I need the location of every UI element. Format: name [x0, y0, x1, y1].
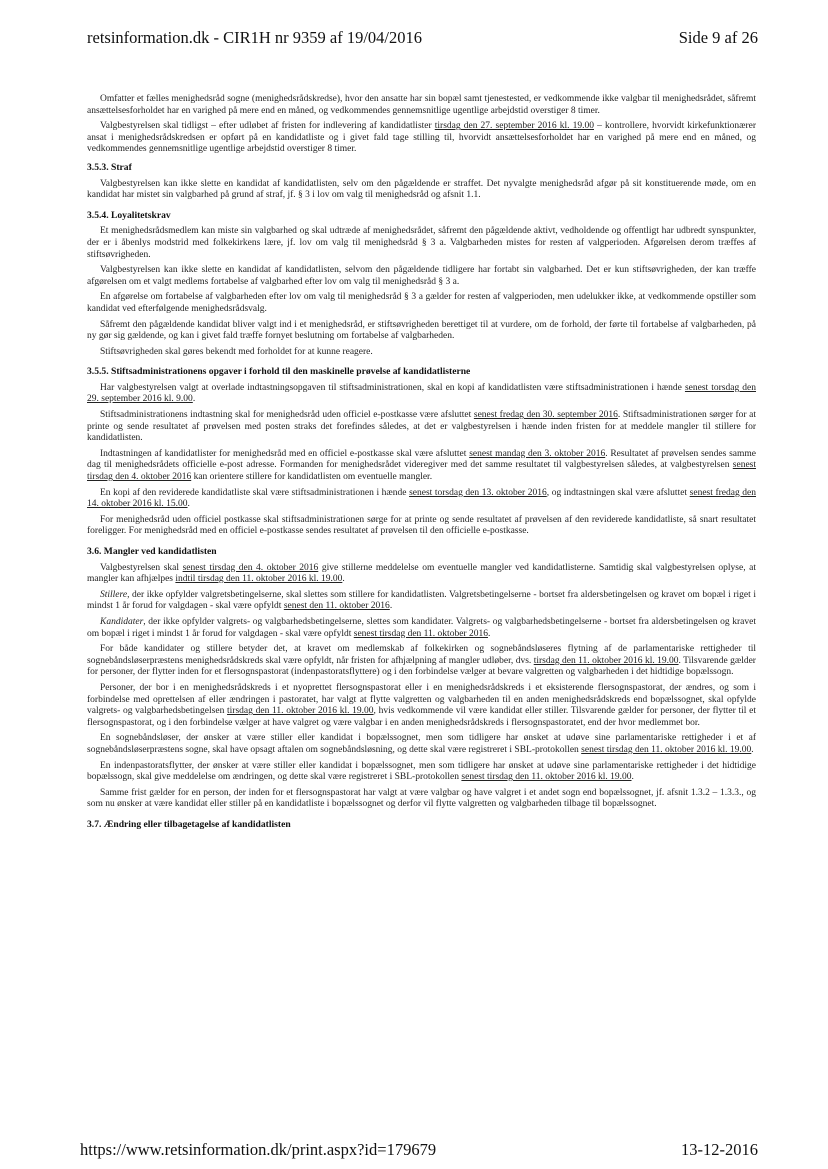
paragraph: Omfatter et fælles menighedsråd sogne (menighedsrådskredse), hvor den ansatte har sin bopæl samt tjenestested, er vedkommende ikke valgbar til menighedsrådet, såfremt ansættelsesforholdet har en varighed på mere end en måned, og vedkommendes gennemsnitlige ugentlige arbejdstid overstiger 8 timer. [87, 94, 756, 116]
section-heading-3-5-3: 3.5.3. Straf [87, 161, 132, 173]
paragraph: En kopi af den reviderede kandidatliste skal være stiftsadministrationen i hænde senest torsdag den 13. oktober 2016, og indtastningen skal være afsluttet senest fredag den 14. oktober 2016 kl. 15.00. [87, 487, 757, 510]
paragraph: Personer, der bor i en menighedsrådskreds i et nyoprettet flersognspastorat eller i en menighedsrådskreds i et eksisterende flersognspastorat, der ændres, og som i forbindelse med oprettelsen af eller ændringen i pastoratet, har valgt at flytte valgretten og valgbarheden til en anden menighedsrådskreds end bopælssognet, skal opfylde valgrets- og valgbarhedsbetingelsen tirsdag den 11. oktober 2016 kl. 19.00, hvis vedkommende vil være kandidat eller stiller. Tilsvarende gælder for personer, der flytter til et flersognspastorat, og i den forbindelse vælger at have valgret og være valgbar i en anden menighedsrådskreds i flersognspastoratet, end der hvor medlemmet bor. [87, 682, 756, 728]
paragraph: Stiftsøvrigheden skal gøres bekendt med forholdet for at kunne reagere. [100, 346, 373, 357]
document-body [87, 94, 756, 835]
paragraph: For både kandidater og stillere betyder det, at kravet om medlemskab af folkekirken og sognebåndsløseres flytning af de parlamentariske rettigheder til sognebåndsløserpræstens menighedsrådskreds skal være opfyldt, når fristen for afhjælpning af mangler udløber, dvs. tirsdag den 11. oktober 2016 kl. 19.00. Tilsvarende gælder for personer, der flytter inden for et flersognspastorat (indenpastoratsflyttere) og i den forbindelse vælger at bevare valgretten og valgbarheden i det hidtidige bopælssogn. [87, 644, 756, 678]
paragraph: Stiftsadministrationens indtastning skal for menighedsråd uden officiel e-postkasse være afsluttet senest fredag den 30. september 2016. Stiftsadministrationen sørger for at printe og sende resultatet af prøvelsen med posten straks det forefindes således, at det er valgbestyrelsen i hænde inden fristen for at meddele mangler til stillere for kandidatlisten. [87, 410, 756, 444]
page-number: Side 9 af 26 [678, 28, 758, 47]
paragraph: Samme frist gælder for en person, der inden for et flersognspastorat har valgt at være valgbar og have valgret i et andet sogn end bopælssognet, jf. afsnit 1.3.2 – 1.3.3., og som nu ønsker at være kandidat eller stiller på en kandidatliste i bopælssognet og derfor vil flytte valgretten og valgbarheden tilbage til bopælssognet. [87, 787, 756, 810]
paragraph: Valgbestyrelsen kan ikke slette en kandidat af kandidatlisten, selvom den pågældende tidligere har fortabt sin valgbarhed. Det er kun stiftsøvrigheden, der kan træffe afgørelsen om et valgt medlems fortabelse af valgbarhed efter lov om valg til menighedsråd § 3 a. [87, 265, 756, 287]
paragraph: Valgbestyrelsen kan ikke slette en kandidat af kandidatlisten, selv om den pågældende er straffet. Det nyvalgte menighedsråd afgør på sit konstituerende møde, om en kandidat har mistet sin valgbarhed på grund af straf, jf. § 3 i lov om valg til menighedsråd og afsnit 1.1. [87, 178, 756, 201]
header-title: retsinformation.dk - CIR1H nr 9359 af 19/04/2016 [87, 28, 422, 47]
paragraph: Stillere, der ikke opfylder valgretsbetingelserne, skal slettes som stillere for kandidatlisten. Valgretsbetingelserne - bortset fra aldersbetingelsen og kravet om bopæl i riget i mindst 1 år forud for valgdagen - skal være opfyldt senest den 11. oktober 2016. [87, 589, 756, 612]
paragraph: Kandidater, der ikke opfylder valgrets- og valgbarhedsbetingelserne, slettes som kandidater. Valgrets- og valgbarhedsbetingelserne - bortset fra aldersbetingelsen og kravet om bopæl i riget i mindst 1 år forud for valgdagen - skal være opfyldt senest tirsdag den 11. oktober 2016. [87, 616, 756, 639]
paragraph: For menighedsråd uden officiel postkasse skal stiftsadministrationen sørge for at printe og sende resultatet af prøvelsen af den reviderede kandidatliste, så snart resultatet foreligger. For menighedsråd med en officiel e-postkasse sendes resultatet af prøvelsen til den officielle e-postkasse. [87, 514, 756, 537]
paragraph: En afgørelse om fortabelse af valgbarheden efter lov om valg til menighedsråd § 3 a gælder for resten af valgperioden, men udelukker ikke, at vedkommende opstiller som kandidat ved efterfølgende menighedsrådsvalg. [87, 292, 756, 314]
paragraph: Valgbestyrelsen skal tidligst – efter udløbet af fristen for indlevering af kandidatlister tirsdag den 27. september 2016 kl. 19.00 – kontrollere, hvorvidt kirkefunktionærer ansat i menighedsrådskredsen er opført på en kandidatliste og i givet fald tage stilling til, hvorvidt ansættelsesforholdet har en varighed på mere end en måned, og vedkommendes gennemsnitlige ugentlige arbejdstid overstiger 8 timer. [87, 121, 756, 155]
section-heading-3-6: 3.6. Mangler ved kandidatlisten [87, 546, 217, 557]
paragraph: Har valgbestyrelsen valgt at overlade indtastningsopgaven til stiftsadministrationen, skal en kopi af kandidatlisten være stiftsadministrationen i hænde senest torsdag den 29. september 2016 kl. 9.00. [87, 382, 757, 405]
page-footer [80, 1140, 758, 1160]
paragraph: Indtastningen af kandidatlister for menighedsråd med en officiel e-postkasse skal være afsluttet senest mandag den 3. oktober 2016. Resultatet af prøvelsen sendes samme dag til menighedsrådets officielle e-post adresse. Formanden for menighedsrådet videregiver med det samme resultatet til valgbestyrelsen således, at valgbestyrelsen senest tirsdag den 4. oktober 2016 kan orientere stillere for kandidatlisten om eventuelle mangler. [87, 448, 756, 483]
page-header [87, 28, 758, 48]
section-heading-3-5-4: 3.5.4. Loyalitetskrav [87, 209, 171, 221]
paragraph: En sognebåndsløser, der ønsker at være stiller eller kandidat i bopælssognet, men som tidligere har ønsket at udøve sine parlamentariske rettigheder i et af sognebåndsløserpræstens sogne, skal have opsagt aftalen om sognebåndsløsning, og dette skal være registreret i SBL-protokollen senest tirsdag den 11. oktober 2016 kl. 19.00. [87, 733, 756, 755]
footer-url: https://www.retsinformation.dk/print.aspx?id=179679 [80, 1140, 437, 1159]
paragraph: En indenpastoratsflytter, der ønsker at være stiller eller kandidat i bopælssognet, men som tidligere har ønsket at udøve sine parlamentariske rettigheder i det hidtidige bopælssogn, skal give meddelelse om ændringen, og dette skal være registreret i SBL-protokollen senest tirsdag den 11. oktober 2016 kl. 19.00. [87, 760, 756, 783]
section-heading-3-7: 3.7. Ændring eller tilbagetagelse af kandidatlisten [87, 818, 291, 830]
paragraph: Såfremt den pågældende kandidat bliver valgt ind i et menighedsråd, er stiftsøvrigheden berettiget til at vurdere, om de forhold, der førte til fortabelse af valgbarheden, på ny gør sig gældende, og kan i givet fald træffe fornyet beslutning om fortabelse af valgbarheden. [87, 319, 756, 342]
paragraph: Et menighedsrådsmedlem kan miste sin valgbarhed og skal udtræde af menighedsrådet, såfremt den pågældende aktivt, vedholdende og offentligt har udbredt synspunkter, der er i åbenlys modstrid med folkekirkens lære, jf. lov om valg til menighedsråd § 3 a. Valgbarheden mistes for resten af valgperioden. Afgørelsen derom træffes af stiftsøvrigheden. [87, 226, 756, 260]
paragraph: Valgbestyrelsen skal senest tirsdag den 4. oktober 2016 give stillerne meddelelse om eventuelle mangler ved kandidatlisterne. Samtidig skal valgbestyrelsen oplyse, at mangler kan afhjælpes indtil tirsdag den 11. oktober 2016 kl. 19.00. [87, 562, 757, 585]
section-heading-3-5-5: 3.5.5. Stiftsadministrationens opgaver i forhold til den maskinelle prøvelse af kandidatlisterne [87, 366, 471, 378]
footer-date: 13-12-2016 [681, 1140, 758, 1159]
